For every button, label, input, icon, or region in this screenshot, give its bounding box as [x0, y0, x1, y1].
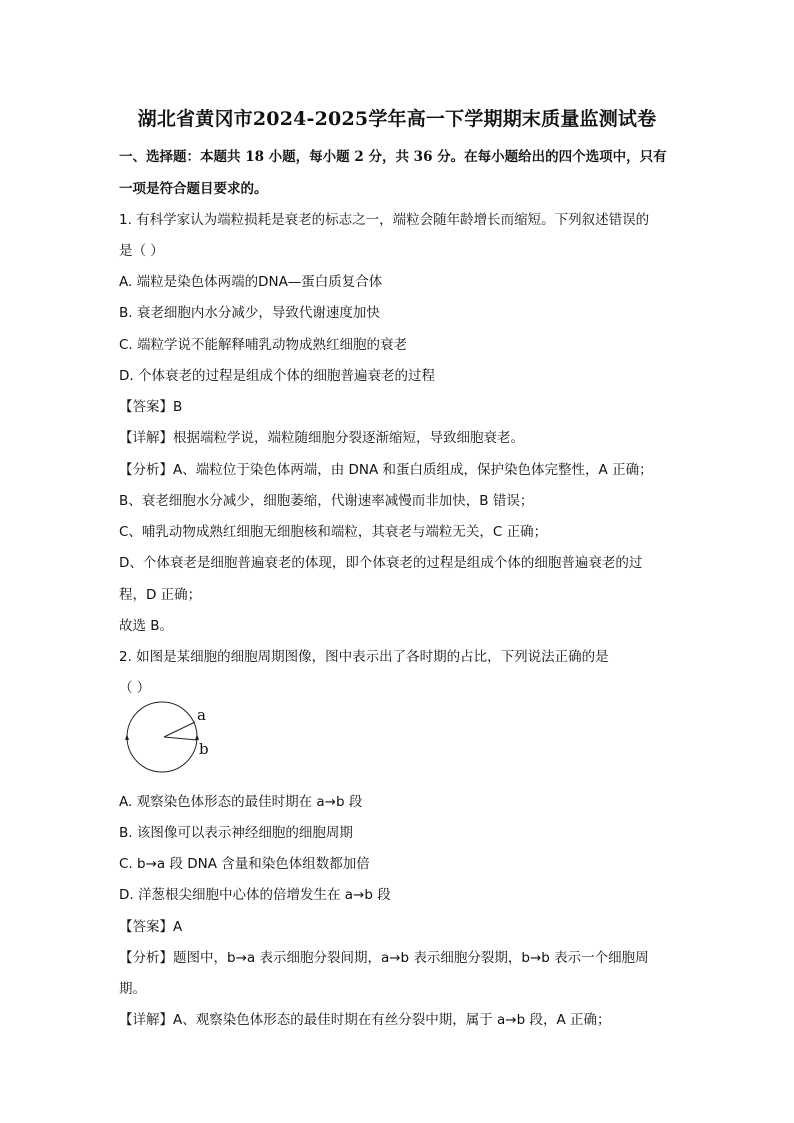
question-1-conclusion: 故选 B。	[119, 618, 174, 634]
question-2-analysis-line-2: 期。	[119, 981, 146, 997]
question-1-stem-line-2: 是（ ）	[119, 243, 164, 259]
question-2-option-b: B. 该图像可以表示神经细胞的细胞周期	[119, 825, 353, 841]
radius-to-b	[164, 737, 197, 740]
question-1-option-b: B. 衰老细胞内水分减少，导致代谢速度加快	[119, 305, 380, 321]
question-1-analysis-line-3: C、哺乳动物成熟红细胞无细胞核和端粒，其衰老与端粒无关，C 正确；	[119, 524, 548, 540]
cell-cycle-diagram	[119, 700, 219, 782]
label-a: a	[197, 706, 206, 724]
cell-cycle-circle	[127, 702, 197, 772]
question-1-analysis-line-4: D、个体衰老是细胞普遍衰老的体现，即个体衰老的过程是组成个体的细胞普遍衰老的过	[119, 555, 643, 571]
question-2-analysis-line-1: 【分析】题图中，b→a 表示细胞分裂间期，a→b 表示细胞分裂期，b→b 表示一个细胞周	[119, 950, 649, 966]
question-2-stem-line-1: 2. 如图是某细胞的细胞周期图像，图中表示出了各时期的占比，下列说法正确的是	[119, 649, 609, 665]
question-1-explanation: 【详解】根据端粒学说，端粒随细胞分裂逐渐缩短，导致细胞衰老。	[119, 430, 524, 446]
question-1-option-d: D. 个体衰老的过程是组成个体的细胞普遍衰老的过程	[119, 368, 435, 384]
question-1-option-a: A. 端粒是染色体两端的DNA—蛋白质复合体	[119, 274, 383, 290]
section-heading-line-1: 一、选择题：本题共 18 小题，每小题 2 分，共 36 分。在每小题给出的四个选项中，只有	[119, 149, 667, 165]
question-1-analysis-line-2: B、衰老细胞水分减少，细胞萎缩，代谢速率减慢而非加快，B 错误；	[119, 493, 534, 509]
exam-title: 湖北省黄冈市2024-2025学年高一下学期期末质量监测试卷	[137, 108, 657, 130]
question-2-option-d: D. 洋葱根尖细胞中心体的倍增发生在 a→b 段	[119, 887, 391, 903]
arrow-left-marker	[125, 734, 129, 740]
question-2-stem-line-2: （ ）	[119, 680, 151, 696]
radius-to-a	[164, 722, 195, 737]
question-2-option-c: C. b→a 段 DNA 含量和染色体组数都加倍	[119, 856, 370, 872]
label-b: b	[199, 740, 209, 758]
question-2-explanation: 【详解】A、观察染色体形态的最佳时期在有丝分裂中期，属于 a→b 段，A 正确；	[119, 1012, 611, 1028]
question-1-analysis-line-1: 【分析】A、端粒位于染色体两端，由 DNA 和蛋白质组成，保护染色体完整性，A 正确；	[119, 462, 653, 478]
question-1-stem-line-1: 1. 有科学家认为端粒损耗是衰老的标志之一，端粒会随年龄增长而缩短。下列叙述错误的	[119, 212, 650, 228]
question-1-option-c: C. 端粒学说不能解释哺乳动物成熟红细胞的衰老	[119, 337, 408, 353]
question-1-analysis-line-5: 程，D 正确；	[119, 587, 202, 603]
question-2-option-a: A. 观察染色体形态的最佳时期在 a→b 段	[119, 794, 363, 810]
section-heading-line-2: 一项是符合题目要求的。	[119, 181, 268, 197]
question-1-answer: 【答案】B	[119, 399, 183, 415]
question-2-answer: 【答案】A	[119, 919, 183, 935]
